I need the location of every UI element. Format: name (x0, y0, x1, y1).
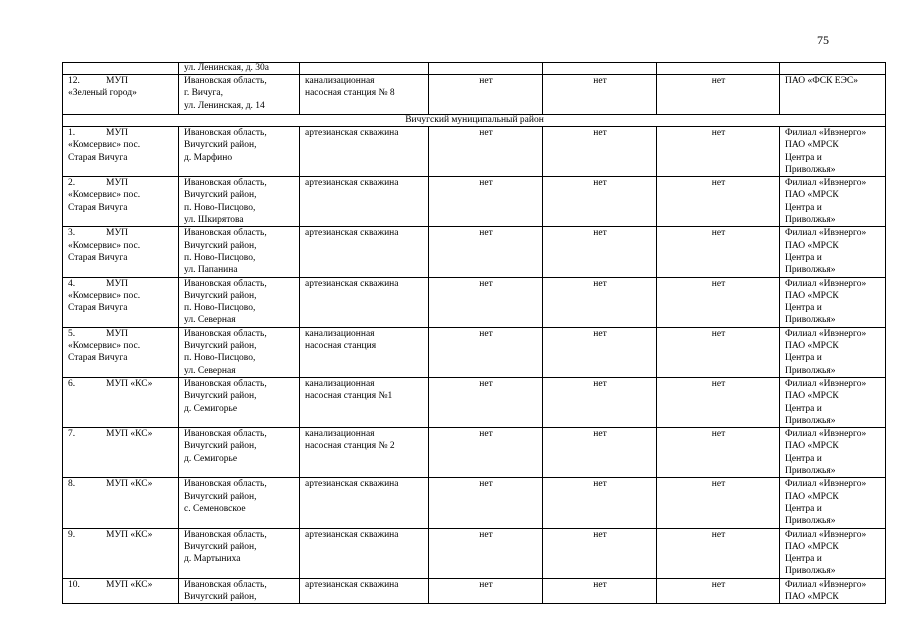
org-line: «Комсервис» пос. (68, 140, 141, 151)
org-line: МУП «КС» (106, 378, 153, 389)
org-line: МУП (106, 76, 129, 86)
object-type-line: артезианская скважина (305, 228, 399, 239)
org-line: Старая Вичуга (68, 303, 128, 314)
row-number: 8. (68, 479, 76, 490)
org-cell (63, 327, 179, 377)
org-line: МУП «КС» (106, 529, 153, 540)
address-line: Ивановская область, (184, 228, 267, 239)
owner-line: ПАО «МРСК (785, 341, 839, 352)
address-line: д. Мартыниха (184, 554, 241, 565)
row-number: 5. (68, 328, 76, 339)
address-cell (179, 478, 300, 528)
object-type-line: артезианская скважина (305, 178, 399, 189)
address-line: ул. Северная (184, 365, 236, 376)
org-line: МУП «КС» (106, 429, 153, 440)
org-line: Старая Вичуга (68, 202, 128, 213)
address-line: ул. Ленинская, д. 30а (184, 63, 269, 73)
address-cell (179, 127, 300, 177)
address-line: г. Вичуга, (184, 88, 224, 99)
address-line: Ивановская область, (184, 128, 267, 138)
object-type-cell (300, 478, 429, 528)
row-number: 3. (68, 228, 76, 239)
owner-line: ПАО «МРСК (785, 290, 839, 301)
owner-line: ПАО «МРСК (785, 140, 839, 151)
address-cell (179, 63, 300, 75)
address-line: Ивановская область, (184, 328, 267, 339)
row-number: 2. (68, 178, 76, 189)
org-line: МУП (106, 128, 129, 138)
value-cell: нет (543, 277, 657, 327)
owner-cell (780, 127, 886, 177)
org-line: МУП «КС» (106, 579, 153, 590)
value-cell: нет (657, 75, 780, 115)
object-type-cell (300, 377, 429, 427)
address-line: ул. Папанина (184, 265, 238, 276)
value-cell: нет (543, 578, 657, 604)
address-line: п. Ново-Писцово, (184, 303, 256, 314)
row-number: 4. (68, 278, 76, 289)
value-cell: нет (429, 75, 543, 115)
object-type-cell (300, 75, 429, 115)
address-line: Ивановская область, (184, 178, 267, 189)
row-number: 7. (68, 429, 76, 440)
owner-line: Филиал «Ивэнерго» (785, 378, 867, 389)
object-type-line: канализационная (305, 429, 375, 440)
owner-line: Центра и (785, 152, 822, 163)
address-line: Вичугский район, (184, 491, 257, 502)
value-cell: нет (429, 227, 543, 277)
value-cell: нет (543, 478, 657, 528)
object-type-line: насосная станция № 2 (305, 441, 395, 452)
address-cell (179, 428, 300, 478)
org-line: Старая Вичуга (68, 252, 128, 263)
row-number: 10. (68, 579, 80, 590)
owner-line: Приволжья» (785, 466, 836, 477)
owner-cell (780, 327, 886, 377)
address-line: Ивановская область, (184, 378, 267, 389)
value-cell: нет (429, 277, 543, 327)
owner-line: Центра и (785, 403, 822, 414)
owner-line: ПАО «МРСК (785, 240, 839, 251)
owner-cell (780, 377, 886, 427)
org-line: «Комсервис» пос. (68, 190, 141, 201)
object-type-line: артезианская скважина (305, 579, 399, 590)
org-cell (63, 528, 179, 578)
owner-line: ПАО «МРСК (785, 591, 839, 602)
org-line: Старая Вичуга (68, 152, 128, 163)
row-number: 6. (68, 378, 76, 389)
table-row (63, 227, 886, 277)
table-row (63, 277, 886, 327)
value-cell: нет (429, 578, 543, 604)
owner-line: Центра и (785, 353, 822, 364)
owner-line: Филиал «Ивэнерго» (785, 429, 867, 440)
row-number: 12. (68, 76, 80, 86)
owner-cell (780, 75, 886, 115)
address-cell (179, 377, 300, 427)
address-line: Ивановская область, (184, 479, 267, 490)
owner-cell (780, 428, 886, 478)
value-cell: нет (543, 428, 657, 478)
owner-line: Центра и (785, 252, 822, 263)
address-cell (179, 578, 300, 604)
object-type-line: артезианская скважина (305, 529, 399, 540)
owner-line: ПАО «МРСК (785, 491, 839, 502)
address-line: Ивановская область, (184, 579, 267, 590)
owner-line: Центра и (785, 503, 822, 514)
address-cell (179, 327, 300, 377)
owner-line: Центра и (785, 453, 822, 464)
org-line: МУП (106, 328, 129, 339)
table-row (63, 63, 886, 75)
section-row (63, 115, 886, 127)
value-cell: нет (657, 428, 780, 478)
owner-line: Приволжья» (785, 365, 836, 376)
table-row (63, 177, 886, 227)
org-cell (63, 277, 179, 327)
value-cell: нет (429, 528, 543, 578)
object-type-line: артезианская скважина (305, 278, 399, 289)
address-line: Ивановская область, (184, 76, 267, 86)
org-line: МУП «КС» (106, 479, 153, 490)
org-line: МУП (106, 278, 129, 289)
address-line: Вичугский район, (184, 341, 257, 352)
org-cell (63, 127, 179, 177)
address-cell (179, 528, 300, 578)
object-type-line: канализационная (305, 328, 375, 339)
owner-line: Приволжья» (785, 164, 836, 175)
row-number: 9. (68, 529, 76, 540)
org-cell (63, 377, 179, 427)
org-line: «Комсервис» пос. (68, 341, 141, 352)
org-line: Старая Вичуга (68, 353, 128, 364)
table-row (63, 327, 886, 377)
address-line: Вичугский район, (184, 391, 257, 402)
owner-cell (780, 528, 886, 578)
owner-line: Филиал «Ивэнерго» (785, 529, 867, 540)
org-line: «Комсервис» пос. (68, 290, 141, 301)
org-cell (63, 478, 179, 528)
address-line: Вичугский район, (184, 140, 257, 151)
address-line: Вичугский район, (184, 290, 257, 301)
value-cell: нет (657, 377, 780, 427)
address-line: Вичугский район, (184, 591, 257, 602)
value-cell: нет (657, 327, 780, 377)
address-line: Вичугский район, (184, 441, 257, 452)
address-line: с. Семеновское (184, 503, 246, 514)
object-type-line: канализационная (305, 378, 375, 389)
org-cell (63, 227, 179, 277)
object-type-line: насосная станция (305, 341, 377, 352)
owner-line: ПАО «МРСК (785, 541, 839, 552)
owner-line: ПАО «МРСК (785, 190, 839, 201)
object-type-cell (300, 528, 429, 578)
owner-line: Приволжья» (785, 415, 836, 426)
address-line: Ивановская область, (184, 278, 267, 289)
owner-line: Центра и (785, 303, 822, 314)
table-row (63, 127, 886, 177)
owner-cell (780, 177, 886, 227)
org-cell (63, 578, 179, 604)
object-type-cell (300, 127, 429, 177)
value-cell: нет (543, 377, 657, 427)
object-type-cell (300, 428, 429, 478)
value-cell: нет (543, 75, 657, 115)
object-type-cell (300, 227, 429, 277)
address-line: Вичугский район, (184, 190, 257, 201)
owner-line: Филиал «Ивэнерго» (785, 579, 867, 590)
value-cell: нет (429, 428, 543, 478)
value-cell: нет (657, 478, 780, 528)
value-cell: нет (429, 478, 543, 528)
table-row (63, 75, 886, 115)
owner-line: Филиал «Ивэнерго» (785, 128, 867, 138)
owner-line: ПАО «МРСК (785, 441, 839, 452)
org-cell (63, 177, 179, 227)
owner-line: Приволжья» (785, 315, 836, 326)
value-cell: нет (543, 127, 657, 177)
object-type-line: артезианская скважина (305, 128, 399, 138)
value-cell: нет (657, 127, 780, 177)
data-table (62, 62, 886, 604)
value-cell: нет (429, 177, 543, 227)
table-row (63, 428, 886, 478)
owner-line: Приволжья» (785, 215, 836, 226)
address-line: д. Семигорье (184, 453, 238, 464)
object-type-line: артезианская скважина (305, 479, 399, 490)
object-type-cell (300, 177, 429, 227)
owner-line: Филиал «Ивэнерго» (785, 178, 867, 189)
address-line: ул. Ленинская, д. 14 (184, 100, 265, 111)
address-cell (179, 277, 300, 327)
address-line: п. Ново-Писцово, (184, 353, 256, 364)
address-line: ул. Северная (184, 315, 236, 326)
address-line: Ивановская область, (184, 429, 267, 440)
value-cell: нет (429, 327, 543, 377)
owner-line: Приволжья» (785, 566, 836, 577)
value-cell: нет (657, 528, 780, 578)
table-row (63, 528, 886, 578)
org-line: «Комсервис» пос. (68, 240, 141, 251)
object-type-line: канализационная (305, 76, 375, 86)
object-type-cell (300, 277, 429, 327)
value-cell: нет (657, 578, 780, 604)
address-line: д. Марфино (184, 152, 233, 163)
address-line: Вичугский район, (184, 541, 257, 552)
owner-line: ПАО «МРСК (785, 391, 839, 402)
address-line: Ивановская область, (184, 529, 267, 540)
object-type-cell (300, 578, 429, 604)
object-type-cell (300, 327, 429, 377)
value-cell: нет (657, 277, 780, 327)
address-line: ул. Шкирятова (184, 215, 244, 226)
owner-line: Приволжья» (785, 265, 836, 276)
address-line: п. Ново-Писцово, (184, 252, 256, 263)
value-cell: нет (543, 177, 657, 227)
address-cell (179, 177, 300, 227)
owner-line: Филиал «Ивэнерго» (785, 479, 867, 490)
object-type-line: насосная станция № 8 (305, 88, 395, 99)
org-cell (63, 75, 179, 115)
section-title: Вичугский муниципальный район (63, 115, 886, 127)
page-number: 75 (817, 33, 829, 47)
value-cell: нет (543, 227, 657, 277)
owner-line: Центра и (785, 554, 822, 565)
table-row (63, 478, 886, 528)
address-line: п. Ново-Писцово, (184, 202, 256, 213)
address-line: Вичугский район, (184, 240, 257, 251)
owner-line: Филиал «Ивэнерго» (785, 278, 867, 289)
address-cell (179, 227, 300, 277)
owner-line: Центра и (785, 202, 822, 213)
owner-line: ПАО «ФСК ЕЭС» (785, 76, 858, 86)
table-row (63, 578, 886, 604)
org-line: МУП (106, 228, 129, 239)
owner-cell (780, 227, 886, 277)
org-line: «Зеленый город» (68, 88, 137, 99)
value-cell: нет (429, 377, 543, 427)
value-cell: нет (543, 327, 657, 377)
value-cell: нет (429, 127, 543, 177)
owner-line: Филиал «Ивэнерго» (785, 228, 867, 239)
owner-cell (780, 578, 886, 604)
address-line: д. Семигорье (184, 403, 238, 414)
owner-line: Филиал «Ивэнерго» (785, 328, 867, 339)
value-cell: нет (657, 227, 780, 277)
table-row (63, 377, 886, 427)
owner-cell (780, 478, 886, 528)
org-cell (63, 428, 179, 478)
value-cell: нет (543, 528, 657, 578)
owner-cell (780, 277, 886, 327)
row-number: 1. (68, 128, 76, 138)
address-cell (179, 75, 300, 115)
object-type-line: насосная станция №1 (305, 391, 393, 402)
owner-line: Приволжья» (785, 516, 836, 527)
value-cell: нет (657, 177, 780, 227)
org-line: МУП (106, 178, 129, 189)
